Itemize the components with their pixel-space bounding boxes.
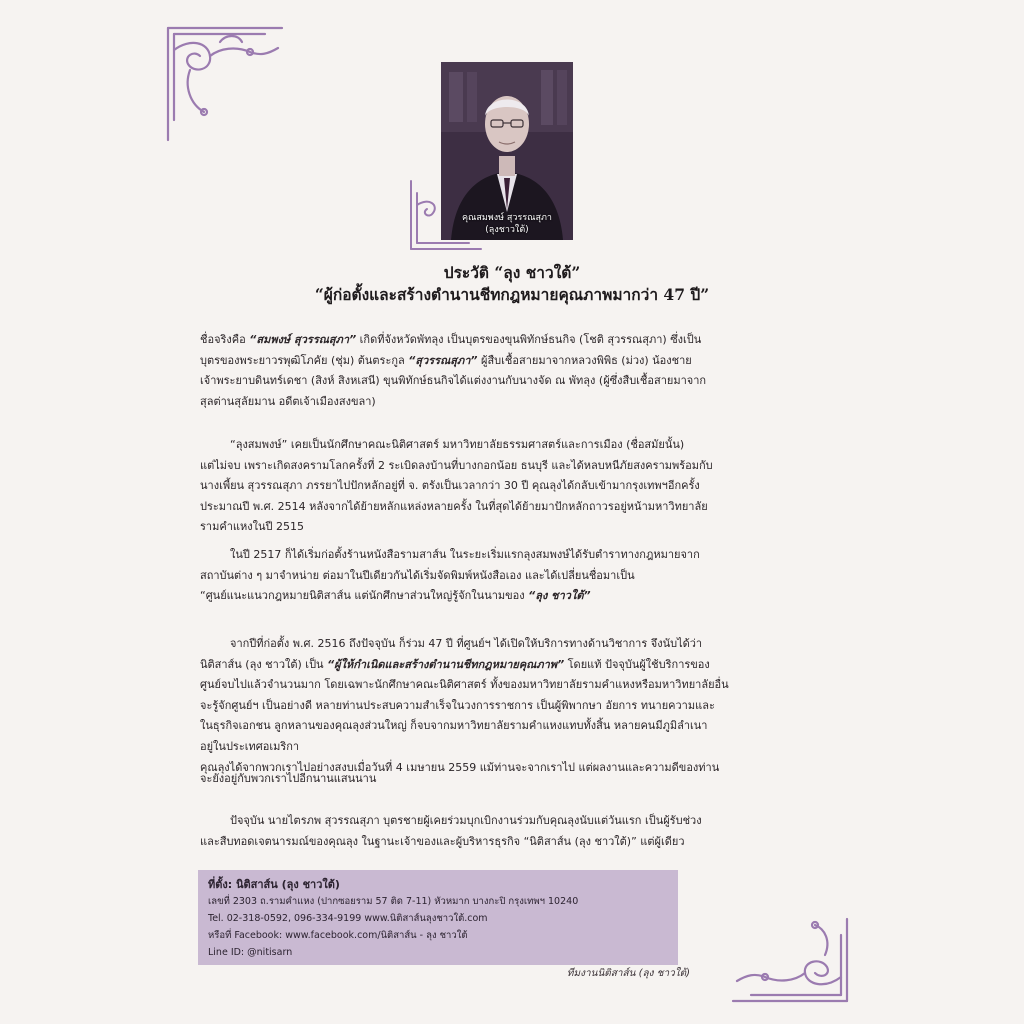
text-segment: เกิดที่จังหวัดพัทลุง เป็นบุตรของขุนพิทักษ์ธนกิจ (โชติ สุวรรณสุภา) ซึ่งเป็น	[356, 333, 702, 346]
emphasis-family: “สุวรรณสุภา”	[408, 353, 478, 367]
contact-title: ที่ตั้ง: นิติสาส์น (ลุง ชาวใต้)	[208, 878, 340, 891]
text-line: และสืบทอดเจตนารมณ์ของคุณลุง ในฐานะเจ้าของและผู้บริหารธุรกิจ “นิติสาส์น (ลุง ชาวใต้)” แต่ผู้เดียว	[200, 834, 685, 848]
text-line: จากปีที่ก่อตั้ง พ.ศ. 2516 ถึงปัจจุบัน ก็ร่วม 47 ปี ที่ศูนย์ฯ ได้เปิดให้บริการทางด้านวิชาการ จึงนับได้ว่า	[230, 637, 703, 650]
paragraph-education	[200, 435, 840, 538]
contact-line-id: Line ID: @nitisarn	[208, 947, 293, 958]
text-line: สถาบันต่าง ๆ มาจำหน่าย ต่อมาในปีเดียวกันได้เริ่มจัดพิมพ์หนังสือเอง และได้เปลี่ยนชื่อมาเป็น	[200, 568, 635, 582]
text-segment: ชื่อจริงคือ	[200, 333, 250, 346]
text-segment: “ศูนย์แนะแนวกฎหมายนิติสาส์น แต่นักศึกษาส่วนใหญ่รู้จักในนามของ	[200, 589, 529, 603]
article-title	[200, 262, 824, 306]
contact-facebook: หรือที่ Facebook: www.facebook.com/นิติสาส์น - ลุง ชาวใต้	[208, 930, 468, 941]
text-line: จะยังอยู่กับพวกเราไปอีกนานแสนนาน	[200, 772, 377, 785]
contact-address: เลขที่ 2303 ถ.รามคำแหง (ปากซอยราม 57 ติด 7-11) หัวหมาก บางกะปิ กรุงเทพฯ 10240	[208, 896, 579, 907]
text-line: ปัจจุบัน นายไตรภพ สุวรรณสุภา บุตรชายผู้เคยร่วมบุกเบิกงานร่วมกับคุณลุงนับแต่วันแรก เป็นผู้รับช่วง	[230, 814, 702, 827]
corner-ornament-top-left	[160, 20, 290, 150]
text-segment: ผู้สืบเชื้อสายมาจากหลวงพิพิธ (ม่วง) น้องชาย	[477, 353, 692, 367]
contact-phone-website: Tel. 02-318-0592, 096-334-9199 www.นิติสาส์นลุงชาวใต้.com	[208, 913, 488, 924]
contact-info-box	[198, 870, 678, 965]
text-line: เจ้าพระยาบดินทร์เดชา (สิงห์ สิงหเสนี) ขุนพิทักษ์ธนกิจได้แต่งงานกับนางจัด ณ พัทลุง (ผู้ซึ่งสืบเชื้อสายมาจาก	[200, 374, 707, 388]
emphasis-name: “สมพงษ์ สุวรรณสุภา”	[249, 333, 357, 346]
text-line: นางเพี้ยน สุวรรณสุภา ภรรยาไปปักหลักอยู่ที่ จ. ตรังเป็นเวลากว่า 30 ปี คุณลุงได้กลับเข้ามากรุงเทพฯอีกครั้ง	[200, 479, 700, 493]
photo-corner-ornament	[405, 175, 485, 255]
text-line: แต่ไม่จบ เพราะเกิดสงครามโลกครั้งที่ 2 ระเบิดลงบ้านที่บางกอกน้อย ธนบุรี และได้หลบหนีภัยสงครามพร้อมกับ	[200, 458, 713, 472]
signature: ทีมงานนิติสาส์น (ลุง ชาวใต้)	[566, 968, 690, 979]
text-line	[200, 655, 840, 676]
emphasis-brand: “ลุง ชาวใต้”	[528, 589, 591, 603]
text-line	[200, 330, 840, 351]
text-line	[200, 586, 840, 607]
title-line-2: “ผู้ก่อตั้งและสร้างตำนานชีทกฎหมายคุณภาพมากว่า 47 ปี”	[314, 285, 710, 304]
paragraph-successor	[200, 811, 840, 852]
paragraph-founding	[200, 545, 840, 607]
text-line	[200, 351, 840, 372]
paragraph-memorial	[200, 769, 840, 790]
text-line: สุลต่านสุลัยมาน อดีตเจ้าเมืองสงขลา)	[200, 394, 376, 408]
paragraph-biography	[200, 330, 840, 412]
text-line: จะรู้จักศูนย์ฯ เป็นอย่างดี หลายท่านประสบความสำเร็จในวงการราชการ เป็นผู้พิพากษา อัยการ ทนายความและ	[200, 698, 715, 712]
text-segment: โดยแท้ ปัจจุบันผู้ใช้บริการของ	[564, 657, 710, 671]
photo-caption-name: คุณสมพงษ์ สุวรรณสุภา	[462, 213, 552, 223]
text-line: อยู่ในประเทศอเมริกา	[200, 739, 300, 753]
text-line: ประมาณปี พ.ศ. 2514 หลังจากได้ย้ายหลักแหล่งหลายครั้ง ในที่สุดได้ย้ายมาปักหลักถาวรอยู่หน้ามหาวิทยาลัย	[200, 499, 708, 513]
text-line: ในธุรกิจเอกชน ลูกหลานของคุณลุงส่วนใหญ่ ก็จบจากมหาวิทยาลัยรามคำแหงแทบทั้งสิ้น หลายคนมีภูมิลำเนา	[200, 719, 708, 733]
emphasis-slogan: “ผู้ให้กำเนิดและสร้างตำนานชีทกฎหมายคุณภาพ”	[327, 657, 565, 671]
text-line: ศูนย์จบไปแล้วจำนวนมาก โดยเฉพาะนักศึกษาคณะนิติศาสตร์ ทั้งของมหาวิทยาลัยรามคำแหงหรือมหาวิทยาลัยอื่น	[200, 678, 729, 692]
text-line: ในปี 2517 ก็ได้เริ่มก่อตั้งร้านหนังสือรามสาส์น ในระยะเริ่มแรกลุงสมพงษ์ได้รับตำราทางกฎหมายจาก	[230, 548, 700, 561]
text-segment: นิติสาส์น (ลุง ชาวใต้) เป็น	[200, 657, 328, 671]
text-line: คุณลุงได้จากพวกเราไปอย่างสงบเมื่อวันที่ 4 เมษายน 2559 แม้ท่านจะจากเราไป แต่ผลงานและความดีของท่าน	[200, 760, 720, 774]
corner-ornament-bottom-right	[725, 915, 855, 1007]
photo-caption-alias: (ลุงชาวใต้)	[485, 225, 529, 235]
paragraph-legacy	[200, 634, 840, 778]
title-line-1: ประวัติ “ลุง ชาวใต้”	[443, 263, 581, 282]
text-line: “ลุงสมพงษ์” เคยเป็นนักศึกษาคณะนิติศาสตร์ มหาวิทยาลัยธรรมศาสตร์และการเมือง (ชื่อสมัยนั้น)	[230, 438, 685, 451]
text-segment: บุตรของพระยาวรพุฒิโภคัย (ชุ่ม) ต้นตระกูล	[200, 353, 409, 367]
text-line: รามคำแหงในปี 2515	[200, 520, 304, 534]
